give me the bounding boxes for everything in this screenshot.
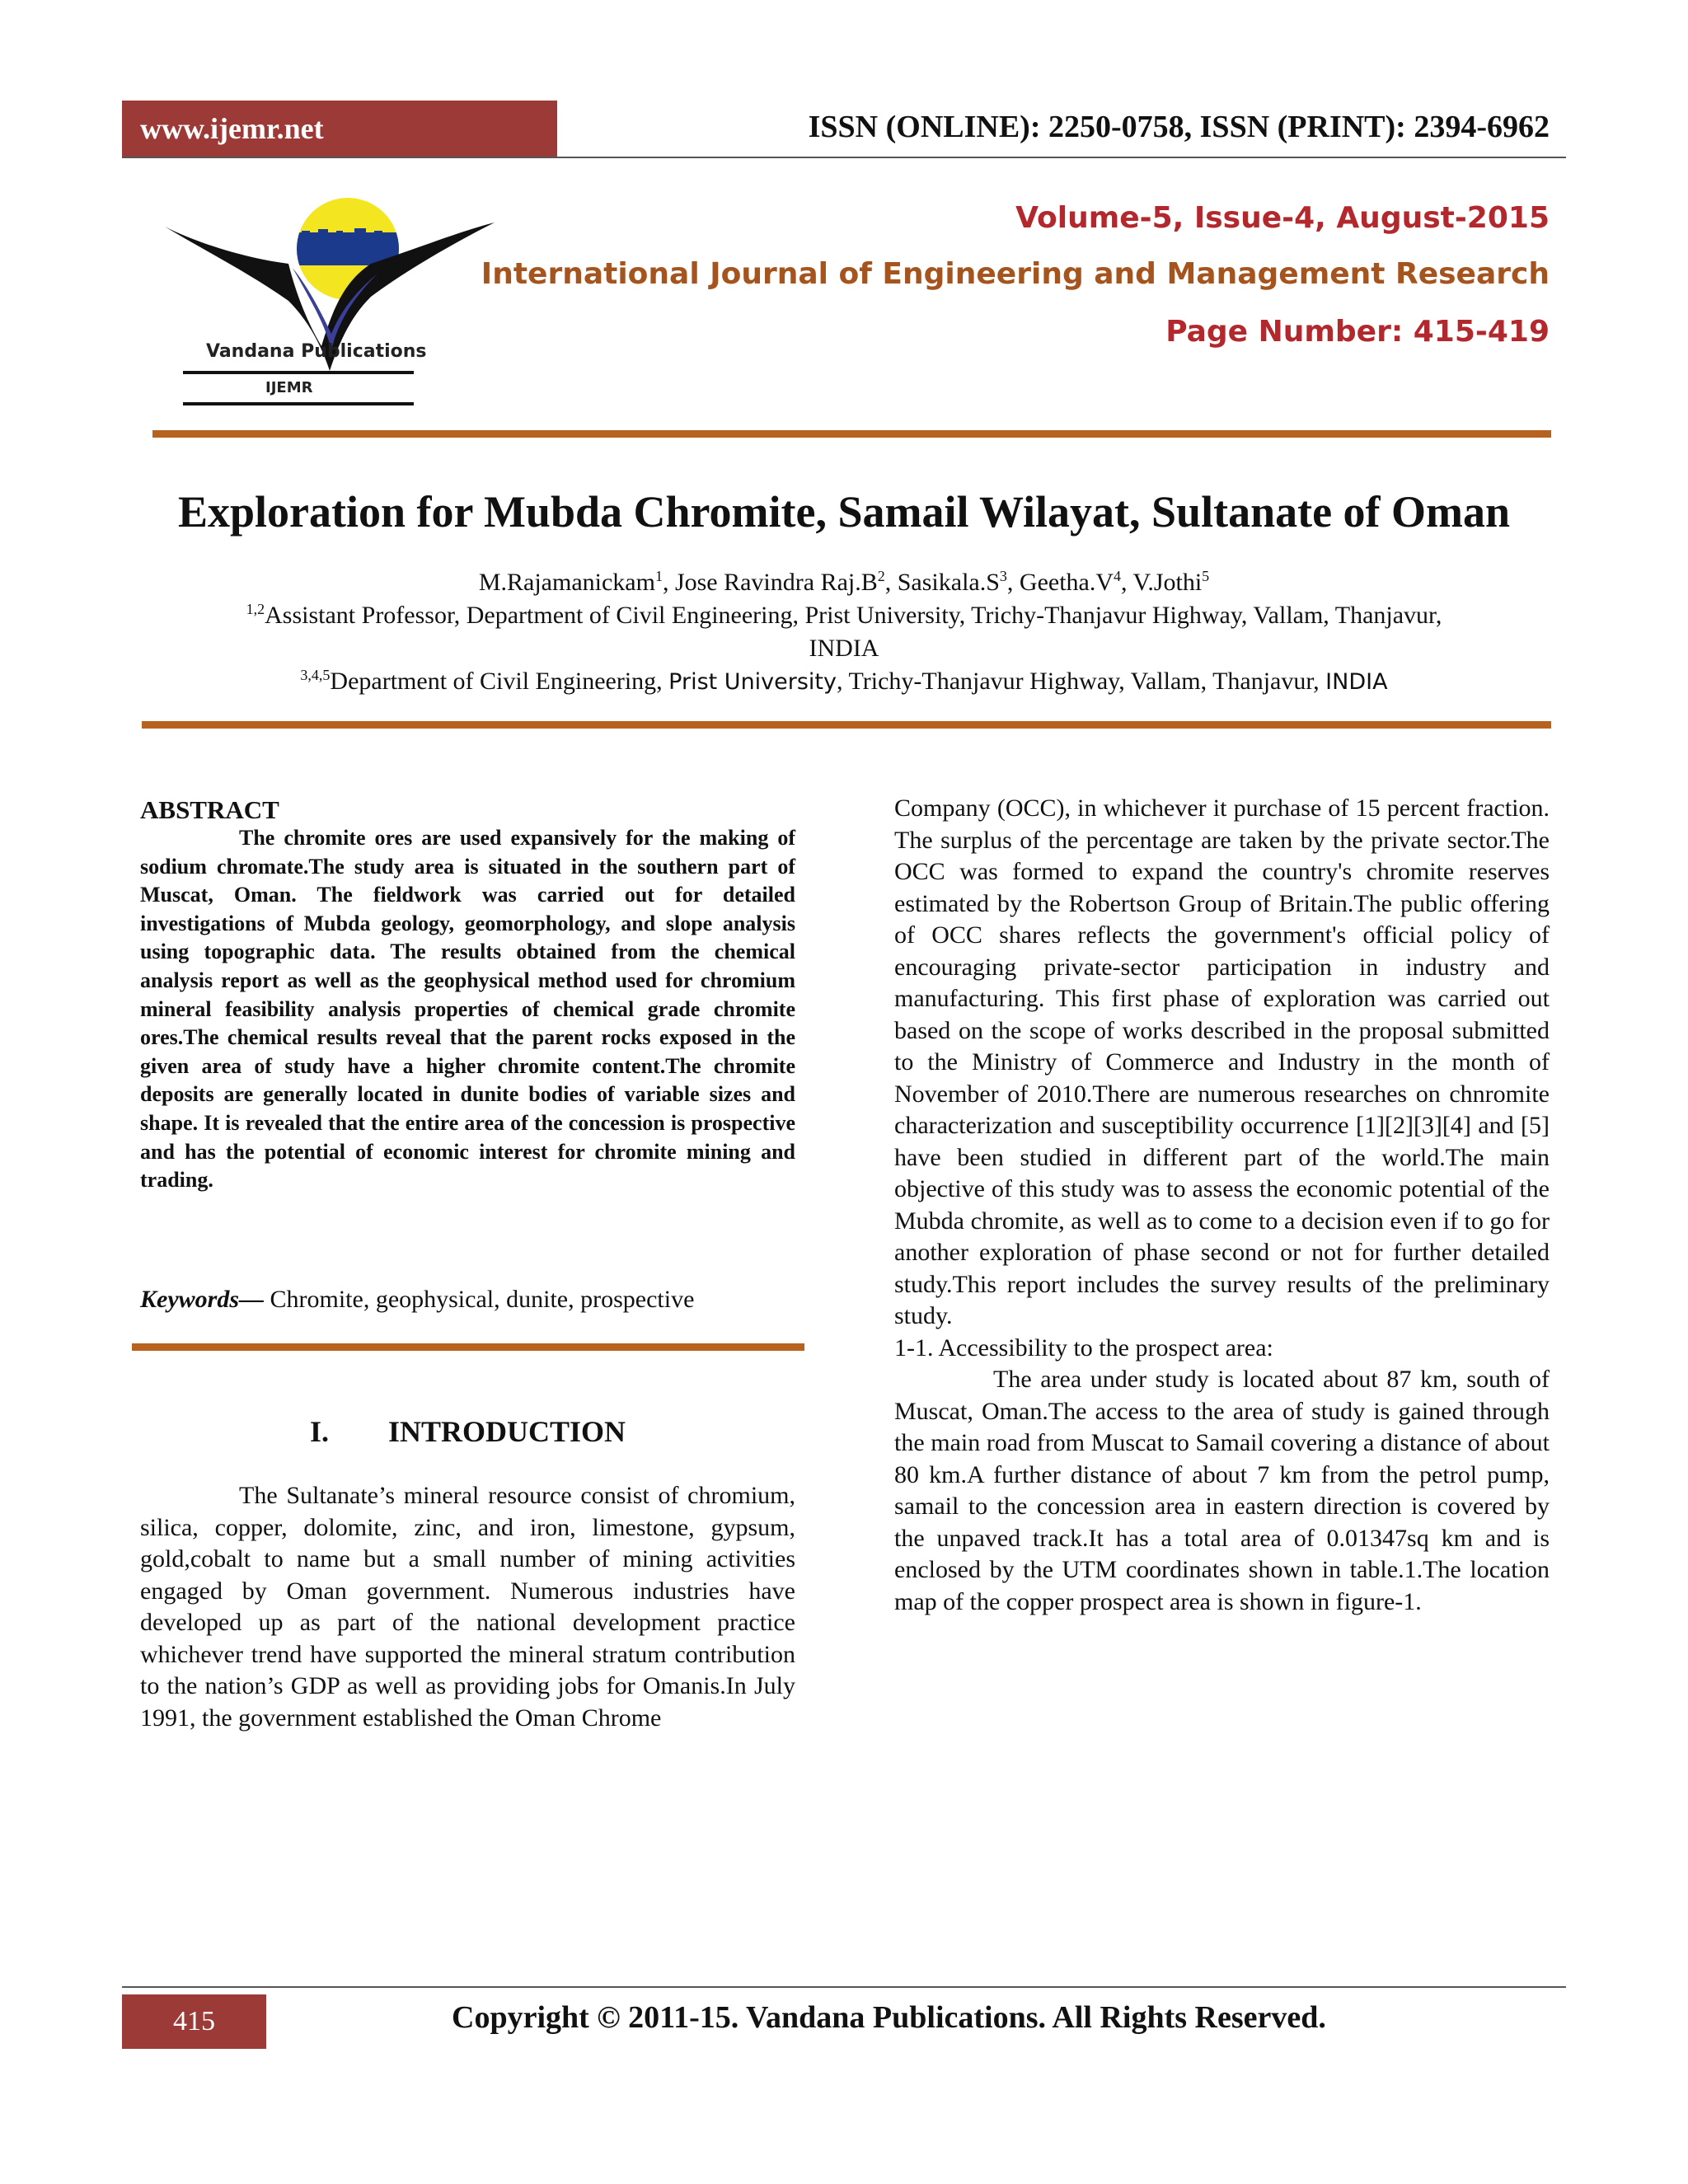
author-name: Jose Ravindra Raj.B xyxy=(674,569,878,596)
author-name: Sasikala.S xyxy=(897,569,1000,596)
logo-divider xyxy=(183,371,414,374)
intro-body xyxy=(140,1480,795,1734)
logo-publisher: Vandana Publications xyxy=(206,341,427,362)
footer-divider xyxy=(122,1986,1566,1988)
keywords xyxy=(140,1286,799,1314)
journal-logo xyxy=(157,181,503,420)
right-column xyxy=(894,793,1550,1618)
affiliation-text: Department of Civil Engineering, xyxy=(330,668,669,695)
paper-title: Exploration for Mubda Chromite, Samail Wilayat, Sultanate of Oman xyxy=(177,487,1511,537)
author-name: Geetha.V xyxy=(1019,569,1114,596)
issn-text: ISSN (ONLINE): 2250-0758, ISSN (PRINT): 2394-6962 xyxy=(808,110,1550,144)
author-sup: 3 xyxy=(999,568,1007,584)
affiliation-sup: 3,4,5 xyxy=(300,667,331,683)
affiliation-1 xyxy=(157,602,1531,630)
abstract-text: The chromite ores are used expansively for the making of sodium chromate.The study area is situated in the southern part of Muscat, Oman. The fieldwork was carried out for detailed investigations of Mubda geology, geomorphology, and slope analysis using topographic data. The results obtained from the chemical analysis report as well as the geophysical method used for chromium mineral feasibility analysis properties of chemical grade chromite ores.The chemical results reveal that the parent rocks exposed in the given area of study have a higher chromite content.The chromite deposits are generally located in dunite bodies of variable sizes and shape. It is revealed that the entire area of the concession is prospective and has the potential of economic interest for chromite mining and trading. xyxy=(140,826,795,1193)
author-sup: 4 xyxy=(1114,568,1122,584)
section-heading: I. INTRODUCTION xyxy=(309,1415,626,1448)
section-divider xyxy=(132,1343,804,1351)
author-sup: 5 xyxy=(1202,568,1210,584)
logo-divider xyxy=(183,402,414,405)
affiliation-1-country: INDIA xyxy=(809,635,879,662)
page-number: 415 xyxy=(122,1994,266,2049)
affiliation-sup: 1,2 xyxy=(246,601,265,617)
paragraph: The area under study is located about 87 km, south of Muscat, Oman.The access to the area of study is gained through the main road from Muscat to Samail covering a distance of about 80 km.A further distance of about 7 km from the petrol pump, samail to the concession area in eastern direction is covered by the unpaved track.It has a total area of 0.01347sq km and is enclosed by the UTM coordinates shown in table.1.The location map of the copper prospect area is shown in figure-1. xyxy=(894,1366,1550,1615)
affiliation-text: Prist University xyxy=(668,669,837,695)
affiliation-text: Assistant Professor, Department of Civil Engineering, Prist University, Trichy-Thanjavur Highway, Vallam, Thanjavur, xyxy=(265,602,1442,629)
copyright: Copyright © 2011-15. Vandana Publications. All Rights Reserved. xyxy=(452,2000,1326,2035)
volume-issue: Volume-5, Issue-4, August-2015 xyxy=(1015,201,1550,235)
author-name: V.Jothi xyxy=(1132,569,1203,596)
affiliation-text: INDIA xyxy=(1325,669,1388,695)
keywords-text: Chromite, geophysical, dunite, prospective xyxy=(264,1286,695,1313)
affiliation-2 xyxy=(157,668,1531,696)
logo-tag: IJEMR xyxy=(265,379,313,396)
author-name: M.Rajamanickam xyxy=(478,569,655,596)
paragraph: The Sultanate’s mineral resource consist of chromium, silica, copper, dolomite, zinc, and iron, limestone, gypsum, gold,cobalt to name but a small number of mining activities engaged by Oman government. Numerous industries have developed up as part of the national development practice whichever trend have supported the mineral stratum contribution to the nation’s GDP as well as providing jobs for Omanis.In July 1991, the government established the Oman Chrome xyxy=(140,1482,795,1732)
journal-name: International Journal of Engineering and Management Research xyxy=(481,257,1550,291)
section-divider xyxy=(152,430,1551,438)
sub-heading: 1-1. Accessibility to the prospect area: xyxy=(894,1333,1273,1361)
website-url[interactable]: www.ijemr.net xyxy=(122,101,557,157)
keywords-label: Keywords— xyxy=(140,1286,264,1313)
abstract-body xyxy=(140,824,795,1195)
section-divider xyxy=(142,721,1551,729)
author-sup: 1 xyxy=(654,568,663,584)
author-sup: 2 xyxy=(877,568,885,584)
header-divider xyxy=(122,157,1566,158)
abstract-heading: ABSTRACT xyxy=(140,795,279,824)
author-list: M.Rajamanickam$^1$, Jose Ravindra $Raj.B^2$, $Sasikala.S^3$, $Geetha.V^4$, V.Jothi$^5$ xyxy=(478,568,1210,596)
page-range: Page Number: 415-419 xyxy=(1165,315,1550,349)
paragraph: Company (OCC), in whichever it purchase of 15 percent fraction. The surplus of the percentage are taken by the private sector.The OCC was formed to expand the country's chromite reserves estimated by the Robertson Group of Britain.The public offering of OCC shares reflects the government's official policy of encouraging private-sector participation in industry and manufacturing. This first phase of exploration was carried out based on the scope of works described in the proposal submitted to the Ministry of Commerce and Industry in the month of November of 2010.There are numerous researches on chnromite characterization and susceptibility occurrence [1][2][3][4] and [5] have been studied in different part of the world.The main objective of this study was to assess the economic potential of the Mubda chromite, as well as to come to a decision even if to go for another exploration of phase second or not for further detailed study.This report includes the survey results of the preliminary study. xyxy=(894,794,1550,1329)
affiliation-text: , Trichy-Thanjavur Highway, Vallam, Thanjavur, xyxy=(837,668,1326,695)
